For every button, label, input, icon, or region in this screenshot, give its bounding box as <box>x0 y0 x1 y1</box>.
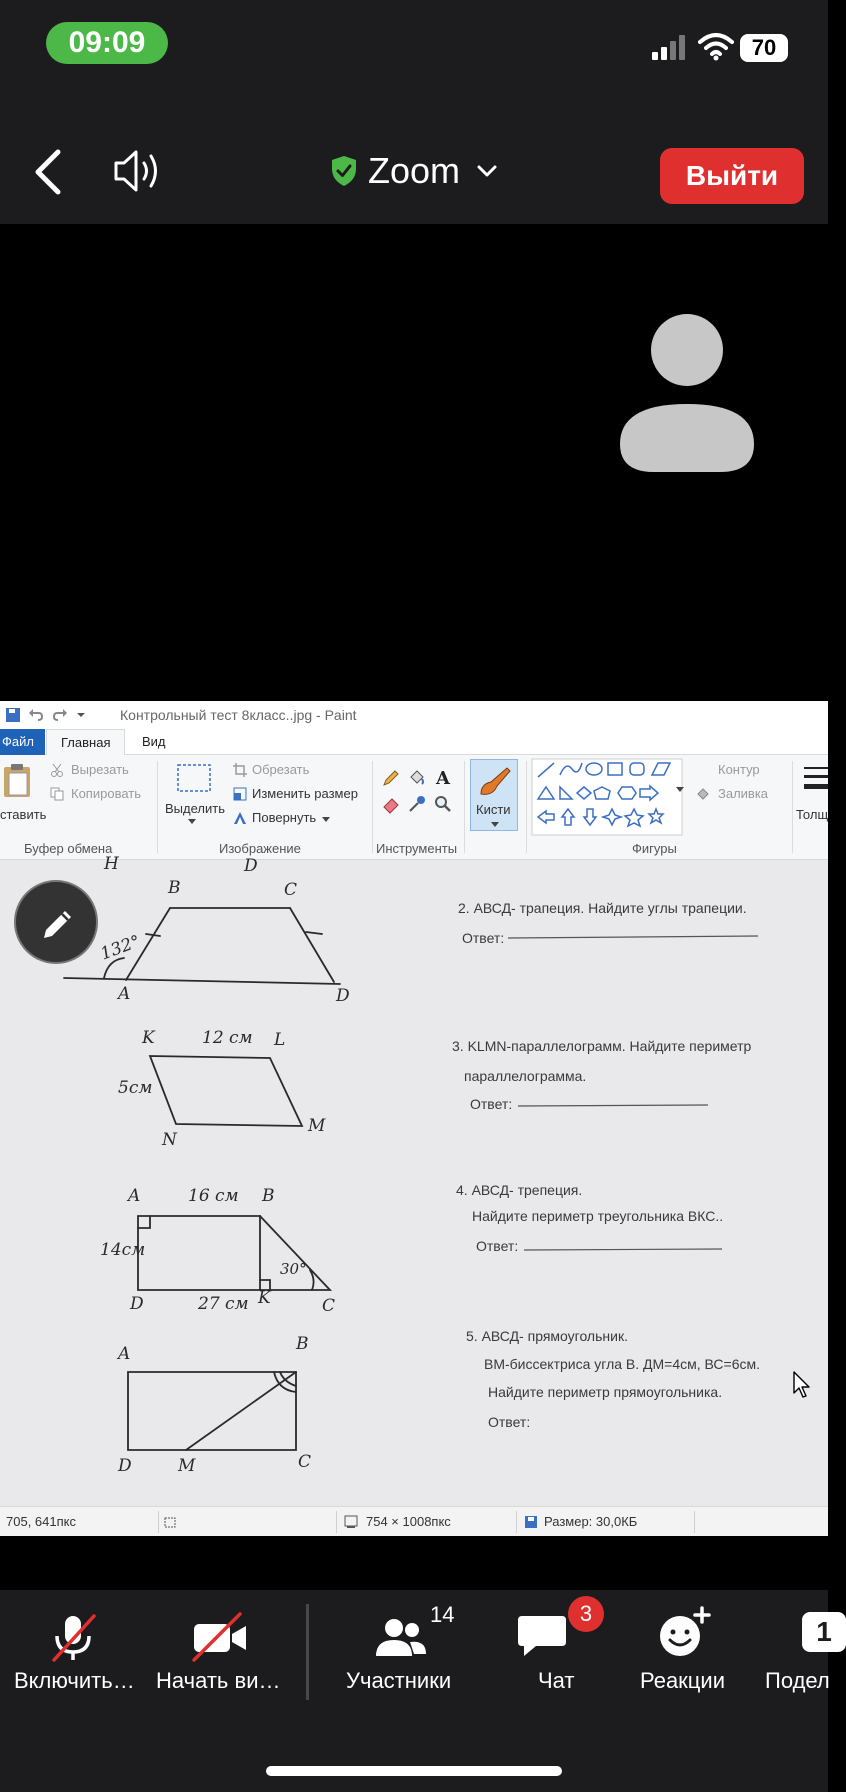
fig1-label-D: D <box>336 986 350 1006</box>
meeting-title[interactable] <box>330 146 498 196</box>
fig3-label-A: A <box>128 1186 141 1206</box>
start-video-label: Начать ви… <box>156 1668 281 1693</box>
image-group-label: Изображение <box>219 841 301 856</box>
fig3-label-C: C <box>322 1296 336 1316</box>
selection-size-icon <box>164 1515 178 1529</box>
wifi-icon <box>698 32 734 62</box>
fig1-base-line <box>64 978 340 984</box>
avatar-icon <box>620 314 754 472</box>
image-size-icon <box>344 1515 358 1529</box>
q5-text-line3: Найдите периметр прямоугольника. <box>488 1384 723 1400</box>
chevron-down-icon <box>476 163 498 179</box>
q3-text-line2: параллелограмма. <box>464 1068 587 1084</box>
leave-button[interactable]: Выйти <box>660 148 804 204</box>
shared-screen <box>0 224 828 1590</box>
image-dimensions: 754 × 1008пкс <box>366 1514 451 1529</box>
battery-indicator: 70 <box>740 34 788 62</box>
select-button[interactable]: Выделить <box>165 801 225 816</box>
fig3-label-left: 14см <box>100 1240 146 1260</box>
ribbon-separator <box>526 761 527 853</box>
share-button[interactable] <box>764 1590 832 1720</box>
speaker-icon[interactable] <box>112 148 162 194</box>
fig3-label-B: B <box>262 1186 275 1206</box>
shapes-gallery[interactable] <box>532 759 682 835</box>
fig3-right-angle-A <box>138 1216 150 1228</box>
fig4-label-C: C <box>298 1452 312 1472</box>
ribbon-separator <box>464 761 465 853</box>
copy-icon <box>50 787 64 801</box>
q3-text-line1: 3. KLMN-параллелограмм. Найдите периметр <box>452 1038 752 1054</box>
cursor-position: 705, 641пкс <box>6 1514 76 1529</box>
magnifier-icon[interactable] <box>434 795 452 813</box>
thickness-icon[interactable] <box>804 765 828 793</box>
paste-label[interactable]: ставить <box>0 807 47 822</box>
document-canvas <box>0 854 828 1506</box>
reactions-button[interactable] <box>632 1590 742 1720</box>
ribbon-tabs <box>0 729 828 755</box>
start-video-button[interactable] <box>150 1590 300 1720</box>
ribbon-separator <box>157 761 158 853</box>
fig2-label-left: 5см <box>118 1078 153 1098</box>
status-bar <box>0 0 828 96</box>
share-icon: 1 <box>802 1612 846 1652</box>
q4-answer-line <box>524 1249 722 1250</box>
participant-video-tile[interactable] <box>570 224 804 552</box>
tab-view[interactable]: Вид <box>142 734 166 749</box>
paint-titlebar <box>0 701 828 729</box>
crop-icon <box>233 763 247 777</box>
text-tool-icon[interactable] <box>434 767 452 787</box>
outline-button[interactable]: Контур <box>718 762 760 777</box>
status-separator <box>694 1511 695 1533</box>
fig2-parallelogram <box>150 1056 302 1126</box>
brushes-button[interactable] <box>470 759 518 831</box>
meeting-title-text: Zoom <box>368 150 461 191</box>
annotate-button[interactable] <box>14 880 98 964</box>
fig4-label-B: B <box>296 1334 309 1354</box>
fig4-rectangle <box>128 1372 296 1450</box>
file-size: Размер: 30,0КБ <box>544 1514 638 1529</box>
paint-status-bar <box>0 1506 828 1536</box>
fill-icon <box>696 787 710 801</box>
clipboard-group-label: Буфер обмена <box>24 841 113 856</box>
chat-label: Чат <box>538 1668 575 1693</box>
unmute-button[interactable] <box>0 1590 146 1720</box>
ribbon-separator <box>372 761 373 853</box>
fill-bucket-icon[interactable] <box>408 769 426 787</box>
toolbar-divider <box>306 1604 309 1700</box>
q5-text-line1: 5. АВСД- прямоугольник. <box>466 1328 628 1344</box>
fig1-tick-marks <box>146 932 322 936</box>
fill-button[interactable]: Заливка <box>718 786 769 801</box>
rotate-icon <box>233 811 247 825</box>
eraser-icon[interactable] <box>382 795 400 813</box>
shapes-scroll-icon[interactable] <box>676 787 684 793</box>
select-icon[interactable] <box>176 763 212 793</box>
cellular-signal-icon <box>652 34 692 62</box>
paste-icon[interactable] <box>2 763 32 799</box>
fig2-label-N: N <box>162 1130 177 1150</box>
q5-text-line2: ВМ-биссектриса угла В. ДМ=4см, ВС=6см. <box>484 1356 760 1372</box>
chat-icon <box>516 1612 568 1660</box>
status-separator <box>516 1511 517 1533</box>
meeting-toolbar <box>0 1590 832 1792</box>
pencil-icon <box>38 904 78 944</box>
qat-dropdown-icon[interactable] <box>76 707 86 723</box>
fig1-right-side <box>290 908 334 982</box>
chat-button[interactable] <box>500 1590 600 1720</box>
fig3-label-D: D <box>130 1294 144 1314</box>
q3-answer-line <box>518 1105 708 1106</box>
video-muted-icon <box>190 1610 250 1664</box>
fig4-label-A: A <box>118 1344 131 1364</box>
unmute-label: Включить… <box>14 1668 135 1693</box>
meeting-header <box>0 96 828 224</box>
home-indicator <box>266 1766 562 1776</box>
tab-file[interactable]: Файл <box>0 729 45 755</box>
fig1-label-top-cut1: Н <box>104 854 119 874</box>
tools-group-label: Инструменты <box>376 841 458 856</box>
q4-text-line1: 4. АВСД- трепеция. <box>456 1182 583 1198</box>
q4-text-line2: Найдите периметр треугольника ВКС.. <box>472 1208 724 1224</box>
fig2-label-K: K <box>142 1028 155 1048</box>
fig2-label-L: L <box>274 1030 286 1050</box>
fig1-label-C: C <box>284 880 298 900</box>
fig4-label-D: D <box>118 1456 132 1476</box>
fig1-label-B: B <box>168 878 181 898</box>
reaction-smiley-icon <box>656 1606 712 1660</box>
fig2-label-M: M <box>308 1116 326 1136</box>
fig4-label-M: M <box>178 1456 196 1476</box>
status-separator <box>158 1511 159 1533</box>
mouse-cursor-icon <box>793 1371 811 1399</box>
fig3-label-top: 16 см <box>188 1186 239 1206</box>
tab-home[interactable]: Главная <box>46 729 125 756</box>
ribbon <box>0 755 828 860</box>
clock-pill: 09:09 <box>46 22 168 64</box>
fig3-angle-label: 30° <box>280 1260 307 1278</box>
fig3-label-bottom: 27 см <box>198 1294 249 1314</box>
microphone-muted-icon <box>46 1610 100 1664</box>
fig1-label-top-cut2: D <box>244 856 258 876</box>
status-separator <box>336 1511 337 1533</box>
thickness-label[interactable]: Толщ <box>796 807 829 822</box>
shapes-group-label: Фигуры <box>632 841 677 856</box>
participants-label: Участники <box>346 1668 452 1693</box>
quick-access-toolbar <box>4 707 86 723</box>
resize-icon <box>233 787 247 801</box>
brushes-label: Кисти <box>476 802 511 817</box>
copy-button[interactable]: Копировать <box>71 786 141 801</box>
save-icon[interactable] <box>4 707 20 723</box>
svg-text:A: A <box>436 768 450 789</box>
participants-button[interactable] <box>330 1590 470 1720</box>
fig3-triangle <box>260 1216 330 1290</box>
back-icon[interactable] <box>30 146 66 198</box>
ribbon-separator <box>792 761 793 853</box>
crop-button[interactable]: Обрезать <box>252 762 310 777</box>
q2-answer-label: Ответ: <box>462 930 505 946</box>
paint-window <box>0 701 828 1536</box>
paint-window-title: Контрольный тест 8класс..jpg - Paint <box>120 707 357 723</box>
cut-button[interactable]: Вырезать <box>71 762 129 777</box>
fig2-label-top: 12 см <box>202 1028 253 1048</box>
participants-icon <box>374 1618 428 1658</box>
q2-answer-line <box>508 936 758 938</box>
fig3-label-K: K <box>258 1288 271 1308</box>
file-size-icon <box>524 1515 538 1529</box>
rotate-dropdown-icon[interactable] <box>322 817 330 823</box>
rotate-button[interactable]: Повернуть <box>252 810 317 825</box>
color-picker-icon[interactable] <box>408 795 426 813</box>
chat-unread-badge: 3 <box>568 1596 604 1632</box>
q2-text: 2. АВСД- трапеция. Найдите углы трапеции. <box>458 900 747 916</box>
undo-icon[interactable] <box>28 707 44 723</box>
redo-icon[interactable] <box>52 707 68 723</box>
fig1-label-A: A <box>118 984 131 1004</box>
q4-answer-label: Ответ: <box>476 1238 519 1254</box>
fig1-angle-label: 132° <box>97 931 144 965</box>
shield-check-icon <box>330 155 358 187</box>
share-label: Подел <box>765 1668 830 1693</box>
pencil-icon[interactable] <box>382 769 400 787</box>
fig3-rectangle <box>138 1216 260 1290</box>
select-dropdown-icon[interactable] <box>188 819 196 825</box>
brush-icon <box>477 764 513 798</box>
reactions-label: Реакции <box>640 1668 725 1693</box>
participants-count: 14 <box>430 1602 455 1627</box>
resize-button[interactable]: Изменить размер <box>252 786 358 801</box>
cut-icon <box>50 763 64 777</box>
q5-answer-label: Ответ: <box>488 1414 531 1430</box>
q3-answer-label: Ответ: <box>470 1096 513 1112</box>
brushes-dropdown-icon <box>491 822 499 828</box>
